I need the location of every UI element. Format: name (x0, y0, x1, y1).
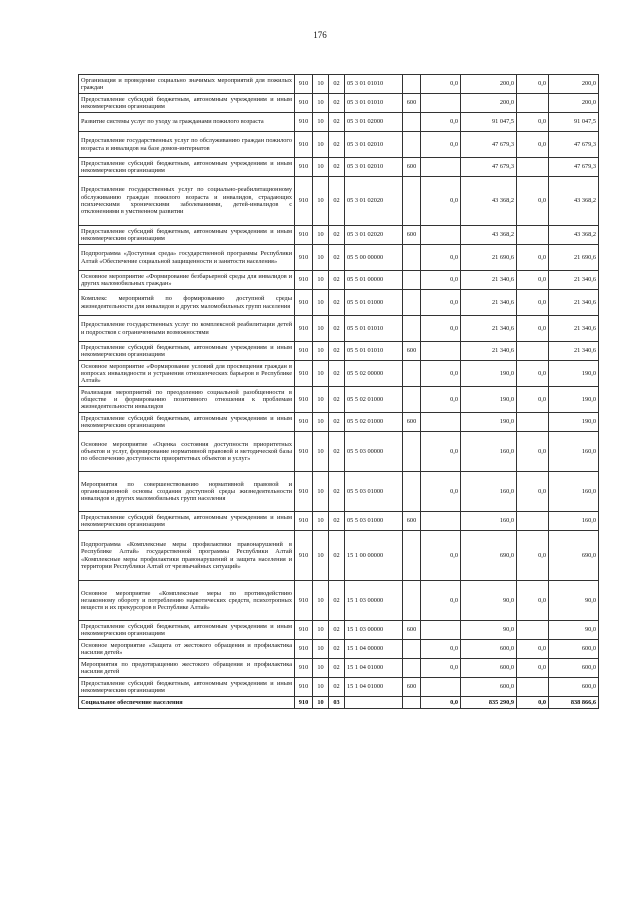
section-code-cell: 10 (313, 226, 329, 245)
value-cell-4: 21 340,6 (549, 271, 599, 290)
section-code-cell: 10 (313, 432, 329, 472)
table-row (79, 177, 599, 226)
value-cell-3 (517, 158, 549, 177)
grbs-code-cell: 910 (295, 531, 313, 581)
target-article-cell: 05 3 01 02020 (345, 177, 403, 226)
value-cell-4: 200,0 (549, 75, 599, 94)
table-row (79, 581, 599, 621)
row-name-cell: Предоставление субсидий бюджетным, автономным учреждениям и иным некоммерческим организациям (79, 94, 295, 113)
table-row (79, 512, 599, 531)
value-cell-4: 838 866,6 (549, 697, 599, 709)
expense-type-cell (403, 361, 421, 387)
grbs-code-cell: 910 (295, 621, 313, 640)
expense-type-cell: 600 (403, 678, 421, 697)
value-cell-3: 0,0 (517, 432, 549, 472)
value-cell-4: 91 047,5 (549, 113, 599, 132)
subsection-code-cell: 02 (329, 113, 345, 132)
table-row (79, 621, 599, 640)
row-name-cell: Предоставление субсидий бюджетным, автономным учреждениям и иным некоммерческим организациям (79, 342, 295, 361)
subsection-code-cell: 02 (329, 387, 345, 413)
section-code-cell: 10 (313, 678, 329, 697)
value-cell-3: 0,0 (517, 361, 549, 387)
value-cell-4: 600,0 (549, 640, 599, 659)
grbs-code-cell: 910 (295, 512, 313, 531)
subsection-code-cell: 02 (329, 271, 345, 290)
value-cell-1: 0,0 (421, 361, 461, 387)
subsection-code-cell: 03 (329, 697, 345, 709)
grbs-code-cell: 910 (295, 697, 313, 709)
value-cell-1: 0,0 (421, 387, 461, 413)
expense-type-cell: 600 (403, 226, 421, 245)
section-code-cell: 10 (313, 640, 329, 659)
value-cell-1 (421, 158, 461, 177)
value-cell-3 (517, 226, 549, 245)
value-cell-2: 190,0 (461, 413, 517, 432)
value-cell-3 (517, 621, 549, 640)
target-article-cell: 05 5 02 00000 (345, 361, 403, 387)
value-cell-3: 0,0 (517, 113, 549, 132)
target-article-cell: 05 3 01 02000 (345, 113, 403, 132)
value-cell-2: 835 290,9 (461, 697, 517, 709)
expense-type-cell (403, 271, 421, 290)
value-cell-2: 600,0 (461, 659, 517, 678)
grbs-code-cell: 910 (295, 413, 313, 432)
value-cell-4: 21 690,6 (549, 245, 599, 271)
grbs-code-cell: 910 (295, 290, 313, 316)
value-cell-4: 160,0 (549, 512, 599, 531)
expense-type-cell (403, 177, 421, 226)
value-cell-1 (421, 342, 461, 361)
value-cell-1: 0,0 (421, 290, 461, 316)
target-article-cell: 05 5 01 01000 (345, 290, 403, 316)
table-row (79, 361, 599, 387)
expense-type-cell: 600 (403, 158, 421, 177)
grbs-code-cell: 910 (295, 472, 313, 512)
subsection-code-cell: 02 (329, 472, 345, 512)
expense-type-cell (403, 132, 421, 158)
section-code-cell: 10 (313, 621, 329, 640)
value-cell-3: 0,0 (517, 472, 549, 512)
expense-type-cell: 600 (403, 621, 421, 640)
section-code-cell: 10 (313, 531, 329, 581)
value-cell-2: 600,0 (461, 678, 517, 697)
subsection-code-cell: 02 (329, 621, 345, 640)
value-cell-3 (517, 678, 549, 697)
value-cell-3 (517, 342, 549, 361)
row-name-cell: Реализация мероприятий по преодолению социальной разобщенности в обществе и формированию позитивного отношения к проблемам жизнедеятельности инвалидов (79, 387, 295, 413)
subsection-code-cell: 02 (329, 245, 345, 271)
value-cell-1: 0,0 (421, 432, 461, 472)
table-row (79, 387, 599, 413)
subsection-code-cell: 02 (329, 432, 345, 472)
row-name-cell: Предоставление государственных услуг по социально-реабилитационному обслуживанию граждан пожилого возраста и инвалидов, страдающих психическими хроническими заболеваниями, детей-инвалидов с отклонениями в умственном развитии (79, 177, 295, 226)
value-cell-2: 43 368,2 (461, 177, 517, 226)
grbs-code-cell: 910 (295, 158, 313, 177)
expense-type-cell (403, 659, 421, 678)
target-article-cell: 05 3 01 02020 (345, 226, 403, 245)
value-cell-3: 0,0 (517, 245, 549, 271)
target-article-cell: 05 5 01 01010 (345, 316, 403, 342)
target-article-cell: 05 5 00 00000 (345, 245, 403, 271)
section-code-cell: 10 (313, 512, 329, 531)
value-cell-2: 90,0 (461, 621, 517, 640)
row-name-cell: Предоставление субсидий бюджетным, автономным учреждениям и иным некоммерческим организациям (79, 158, 295, 177)
section-code-cell: 10 (313, 271, 329, 290)
grbs-code-cell: 910 (295, 361, 313, 387)
value-cell-3: 0,0 (517, 177, 549, 226)
table-row (79, 226, 599, 245)
row-name-cell: Комплекс мероприятий по формированию доступной среды жизнедеятельности для инвалидов и других маломобильных групп населения (79, 290, 295, 316)
value-cell-4: 200,0 (549, 94, 599, 113)
value-cell-4: 160,0 (549, 472, 599, 512)
table-row (79, 659, 599, 678)
value-cell-2: 160,0 (461, 432, 517, 472)
subsection-code-cell: 02 (329, 132, 345, 158)
section-code-cell: 10 (313, 697, 329, 709)
subsection-code-cell: 02 (329, 361, 345, 387)
value-cell-1 (421, 413, 461, 432)
value-cell-3: 0,0 (517, 290, 549, 316)
section-code-cell: 10 (313, 387, 329, 413)
table-row (79, 316, 599, 342)
value-cell-3 (517, 512, 549, 531)
value-cell-2: 160,0 (461, 472, 517, 512)
value-cell-1: 0,0 (421, 177, 461, 226)
grbs-code-cell: 910 (295, 581, 313, 621)
value-cell-1: 0,0 (421, 697, 461, 709)
table-row (79, 132, 599, 158)
section-code-cell: 10 (313, 158, 329, 177)
subsection-code-cell: 02 (329, 290, 345, 316)
grbs-code-cell: 910 (295, 75, 313, 94)
section-code-cell: 10 (313, 342, 329, 361)
target-article-cell: 05 5 03 01000 (345, 472, 403, 512)
target-article-cell: 15 1 00 00000 (345, 531, 403, 581)
table-row (79, 113, 599, 132)
value-cell-3 (517, 94, 549, 113)
value-cell-3: 0,0 (517, 659, 549, 678)
grbs-code-cell: 910 (295, 432, 313, 472)
value-cell-4: 43 368,2 (549, 177, 599, 226)
value-cell-3: 0,0 (517, 531, 549, 581)
row-name-cell: Подпрограмма «Комплексные меры профилактики правонарушений в Республике Алтай» государственной программы Республики Алтай «Комплексные меры профилактики правонарушений и защита населения и территории Республики Алтай от чрезвычайных ситуаций» (79, 531, 295, 581)
value-cell-2: 21 340,6 (461, 342, 517, 361)
table-row (79, 271, 599, 290)
table-row (79, 342, 599, 361)
value-cell-4: 600,0 (549, 678, 599, 697)
expense-type-cell: 600 (403, 342, 421, 361)
row-name-cell: Основное мероприятие «Формирование безбарьерной среды для инвалидов и других маломобильных граждан» (79, 271, 295, 290)
value-cell-4: 190,0 (549, 387, 599, 413)
page-number: 176 (313, 30, 327, 40)
value-cell-1: 0,0 (421, 531, 461, 581)
value-cell-3: 0,0 (517, 316, 549, 342)
subsection-code-cell: 02 (329, 177, 345, 226)
value-cell-4: 21 340,6 (549, 342, 599, 361)
row-name-cell: Мероприятия по совершенствованию нормативной правовой и организационной основы создания доступной среды жизнедеятельности инвалидов и других маломобильных групп населения (79, 472, 295, 512)
grbs-code-cell: 910 (295, 678, 313, 697)
expense-type-cell (403, 75, 421, 94)
grbs-code-cell: 910 (295, 342, 313, 361)
row-name-cell: Предоставление субсидий бюджетным, автономным учреждениям и иным некоммерческим организациям (79, 413, 295, 432)
expense-type-cell (403, 472, 421, 512)
target-article-cell: 05 5 01 00000 (345, 271, 403, 290)
target-article-cell: 05 5 03 00000 (345, 432, 403, 472)
section-code-cell: 10 (313, 75, 329, 94)
row-name-cell: Предоставление субсидий бюджетным, автономным учреждениям и иным некоммерческим организациям (79, 226, 295, 245)
value-cell-1: 0,0 (421, 245, 461, 271)
table-row (79, 75, 599, 94)
value-cell-4: 21 340,6 (549, 316, 599, 342)
value-cell-2: 43 368,2 (461, 226, 517, 245)
target-article-cell: 15 1 03 00000 (345, 581, 403, 621)
grbs-code-cell: 910 (295, 226, 313, 245)
value-cell-3: 0,0 (517, 640, 549, 659)
row-name-cell: Организация и проведение социально значимых мероприятий для пожилых граждан (79, 75, 295, 94)
target-article-cell: 05 3 01 02010 (345, 158, 403, 177)
section-code-cell: 10 (313, 290, 329, 316)
value-cell-1: 0,0 (421, 581, 461, 621)
grbs-code-cell: 910 (295, 113, 313, 132)
value-cell-2: 91 047,5 (461, 113, 517, 132)
section-code-cell: 10 (313, 177, 329, 226)
subsection-code-cell: 02 (329, 342, 345, 361)
target-article-cell: 05 3 01 01010 (345, 75, 403, 94)
table-row (79, 94, 599, 113)
table-row (79, 158, 599, 177)
table-row (79, 531, 599, 581)
value-cell-3: 0,0 (517, 132, 549, 158)
row-name-cell: Предоставление государственных услуг по комплексной реабилитации детей и подростков с ограниченными возможностями (79, 316, 295, 342)
value-cell-4: 90,0 (549, 581, 599, 621)
value-cell-1: 0,0 (421, 113, 461, 132)
value-cell-1 (421, 621, 461, 640)
value-cell-2: 90,0 (461, 581, 517, 621)
table-row (79, 640, 599, 659)
table-row (79, 678, 599, 697)
value-cell-2: 47 679,3 (461, 132, 517, 158)
subsection-code-cell: 02 (329, 640, 345, 659)
value-cell-1 (421, 678, 461, 697)
section-code-cell: 10 (313, 113, 329, 132)
expense-type-cell (403, 531, 421, 581)
target-article-cell: 15 1 04 01000 (345, 659, 403, 678)
expense-type-cell (403, 245, 421, 271)
table-body (79, 75, 599, 709)
target-article-cell: 05 5 03 01000 (345, 512, 403, 531)
value-cell-1: 0,0 (421, 472, 461, 512)
value-cell-2: 21 340,6 (461, 271, 517, 290)
value-cell-1 (421, 512, 461, 531)
section-code-cell: 10 (313, 132, 329, 158)
row-name-cell: Предоставление субсидий бюджетным, автономным учреждениям и иным некоммерческим организациям (79, 621, 295, 640)
subsection-code-cell: 02 (329, 316, 345, 342)
value-cell-2: 600,0 (461, 640, 517, 659)
value-cell-1: 0,0 (421, 316, 461, 342)
value-cell-4: 160,0 (549, 432, 599, 472)
subsection-code-cell: 02 (329, 659, 345, 678)
subsection-code-cell: 02 (329, 226, 345, 245)
target-article-cell: 15 1 04 01000 (345, 678, 403, 697)
table-row (79, 290, 599, 316)
value-cell-1: 0,0 (421, 132, 461, 158)
value-cell-2: 190,0 (461, 387, 517, 413)
subsection-code-cell: 02 (329, 413, 345, 432)
row-name-cell: Основное мероприятие «Оценка состояния доступности приоритетных объектов и услуг, формирование нормативной правовой и методической базы по обеспечению доступности приоритетных объектов и услуг» (79, 432, 295, 472)
target-article-cell: 15 1 03 00000 (345, 621, 403, 640)
expense-type-cell (403, 432, 421, 472)
value-cell-3: 0,0 (517, 75, 549, 94)
value-cell-4: 90,0 (549, 621, 599, 640)
grbs-code-cell: 910 (295, 132, 313, 158)
budget-table (78, 74, 599, 709)
section-code-cell: 10 (313, 413, 329, 432)
value-cell-2: 47 679,3 (461, 158, 517, 177)
value-cell-2: 190,0 (461, 361, 517, 387)
target-article-cell: 05 3 01 01010 (345, 94, 403, 113)
value-cell-4: 21 340,6 (549, 290, 599, 316)
table-row (79, 472, 599, 512)
value-cell-4: 190,0 (549, 413, 599, 432)
value-cell-1: 0,0 (421, 75, 461, 94)
expense-type-cell (403, 387, 421, 413)
table-row (79, 245, 599, 271)
value-cell-1 (421, 94, 461, 113)
expense-type-cell (403, 290, 421, 316)
subsection-code-cell: 02 (329, 678, 345, 697)
value-cell-2: 690,0 (461, 531, 517, 581)
subsection-code-cell: 02 (329, 581, 345, 621)
subsection-code-cell: 02 (329, 512, 345, 531)
value-cell-1 (421, 226, 461, 245)
subsection-code-cell: 02 (329, 531, 345, 581)
expense-type-cell (403, 581, 421, 621)
grbs-code-cell: 910 (295, 316, 313, 342)
table-total-row (79, 697, 599, 709)
grbs-code-cell: 910 (295, 245, 313, 271)
subsection-code-cell: 02 (329, 158, 345, 177)
expense-type-cell (403, 697, 421, 709)
row-name-cell: Основное мероприятие «Защита от жестокого обращения и профилактика насилия детей» (79, 640, 295, 659)
expense-type-cell (403, 113, 421, 132)
value-cell-1: 0,0 (421, 640, 461, 659)
target-article-cell: 05 3 01 02010 (345, 132, 403, 158)
section-code-cell: 10 (313, 659, 329, 678)
value-cell-4: 47 679,3 (549, 158, 599, 177)
value-cell-1: 0,0 (421, 271, 461, 290)
target-article-cell: 05 5 01 01010 (345, 342, 403, 361)
value-cell-2: 21 340,6 (461, 316, 517, 342)
section-code-cell: 10 (313, 581, 329, 621)
row-name-cell: Предоставление субсидий бюджетным, автономным учреждениям и иным некоммерческим организациям (79, 512, 295, 531)
subsection-code-cell: 02 (329, 75, 345, 94)
subsection-code-cell: 02 (329, 94, 345, 113)
value-cell-2: 160,0 (461, 512, 517, 531)
value-cell-2: 200,0 (461, 75, 517, 94)
value-cell-3: 0,0 (517, 697, 549, 709)
target-article-cell (345, 697, 403, 709)
target-article-cell: 05 5 02 01000 (345, 387, 403, 413)
section-code-cell: 10 (313, 94, 329, 113)
section-code-cell: 10 (313, 245, 329, 271)
row-name-cell: Основное мероприятие «Формирование условий для просвещения граждан в вопросах инвалидности и устранения отношенческих барьеров в Республике Алтай» (79, 361, 295, 387)
grbs-code-cell: 910 (295, 177, 313, 226)
grbs-code-cell: 910 (295, 271, 313, 290)
grbs-code-cell: 910 (295, 659, 313, 678)
value-cell-2: 21 690,6 (461, 245, 517, 271)
table-row (79, 413, 599, 432)
row-name-cell: Предоставление государственных услуг по обслуживанию граждан пожилого возраста и инвалидов на базе домов-интернатов (79, 132, 295, 158)
value-cell-4: 190,0 (549, 361, 599, 387)
expense-type-cell (403, 316, 421, 342)
grbs-code-cell: 910 (295, 387, 313, 413)
value-cell-2: 200,0 (461, 94, 517, 113)
value-cell-1: 0,0 (421, 659, 461, 678)
row-name-cell: Развитие системы услуг по уходу за гражданами пожилого возраста (79, 113, 295, 132)
target-article-cell: 05 5 02 01000 (345, 413, 403, 432)
value-cell-3: 0,0 (517, 271, 549, 290)
section-code-cell: 10 (313, 472, 329, 512)
value-cell-4: 690,0 (549, 531, 599, 581)
value-cell-2: 21 340,6 (461, 290, 517, 316)
section-code-cell: 10 (313, 361, 329, 387)
row-name-cell: Подпрограмма «Доступная среда» государственной программы Республики Алтай «Обеспечение социальной защищенности и занятости населения» (79, 245, 295, 271)
expense-type-cell: 600 (403, 512, 421, 531)
table-row (79, 432, 599, 472)
expense-type-cell: 600 (403, 94, 421, 113)
row-name-cell: Предоставление субсидий бюджетным, автономным учреждениям и иным некоммерческим организациям (79, 678, 295, 697)
grbs-code-cell: 910 (295, 94, 313, 113)
value-cell-4: 600,0 (549, 659, 599, 678)
row-name-cell: Основное мероприятие «Комплексные меры по противодействию незаконному обороту и потреблению наркотических средств, психотропных веществ и их прекурсоров в Республике Алтай» (79, 581, 295, 621)
value-cell-4: 43 368,2 (549, 226, 599, 245)
value-cell-4: 47 679,3 (549, 132, 599, 158)
value-cell-3: 0,0 (517, 581, 549, 621)
expense-type-cell: 600 (403, 413, 421, 432)
value-cell-3 (517, 413, 549, 432)
section-code-cell: 10 (313, 316, 329, 342)
row-name-cell: Мероприятия по предотвращению жестокого обращения и профилактика насилия детей (79, 659, 295, 678)
expense-type-cell (403, 640, 421, 659)
grbs-code-cell: 910 (295, 640, 313, 659)
value-cell-3: 0,0 (517, 387, 549, 413)
target-article-cell: 15 1 04 00000 (345, 640, 403, 659)
row-name-cell: Социальное обеспечение населения (79, 697, 295, 709)
